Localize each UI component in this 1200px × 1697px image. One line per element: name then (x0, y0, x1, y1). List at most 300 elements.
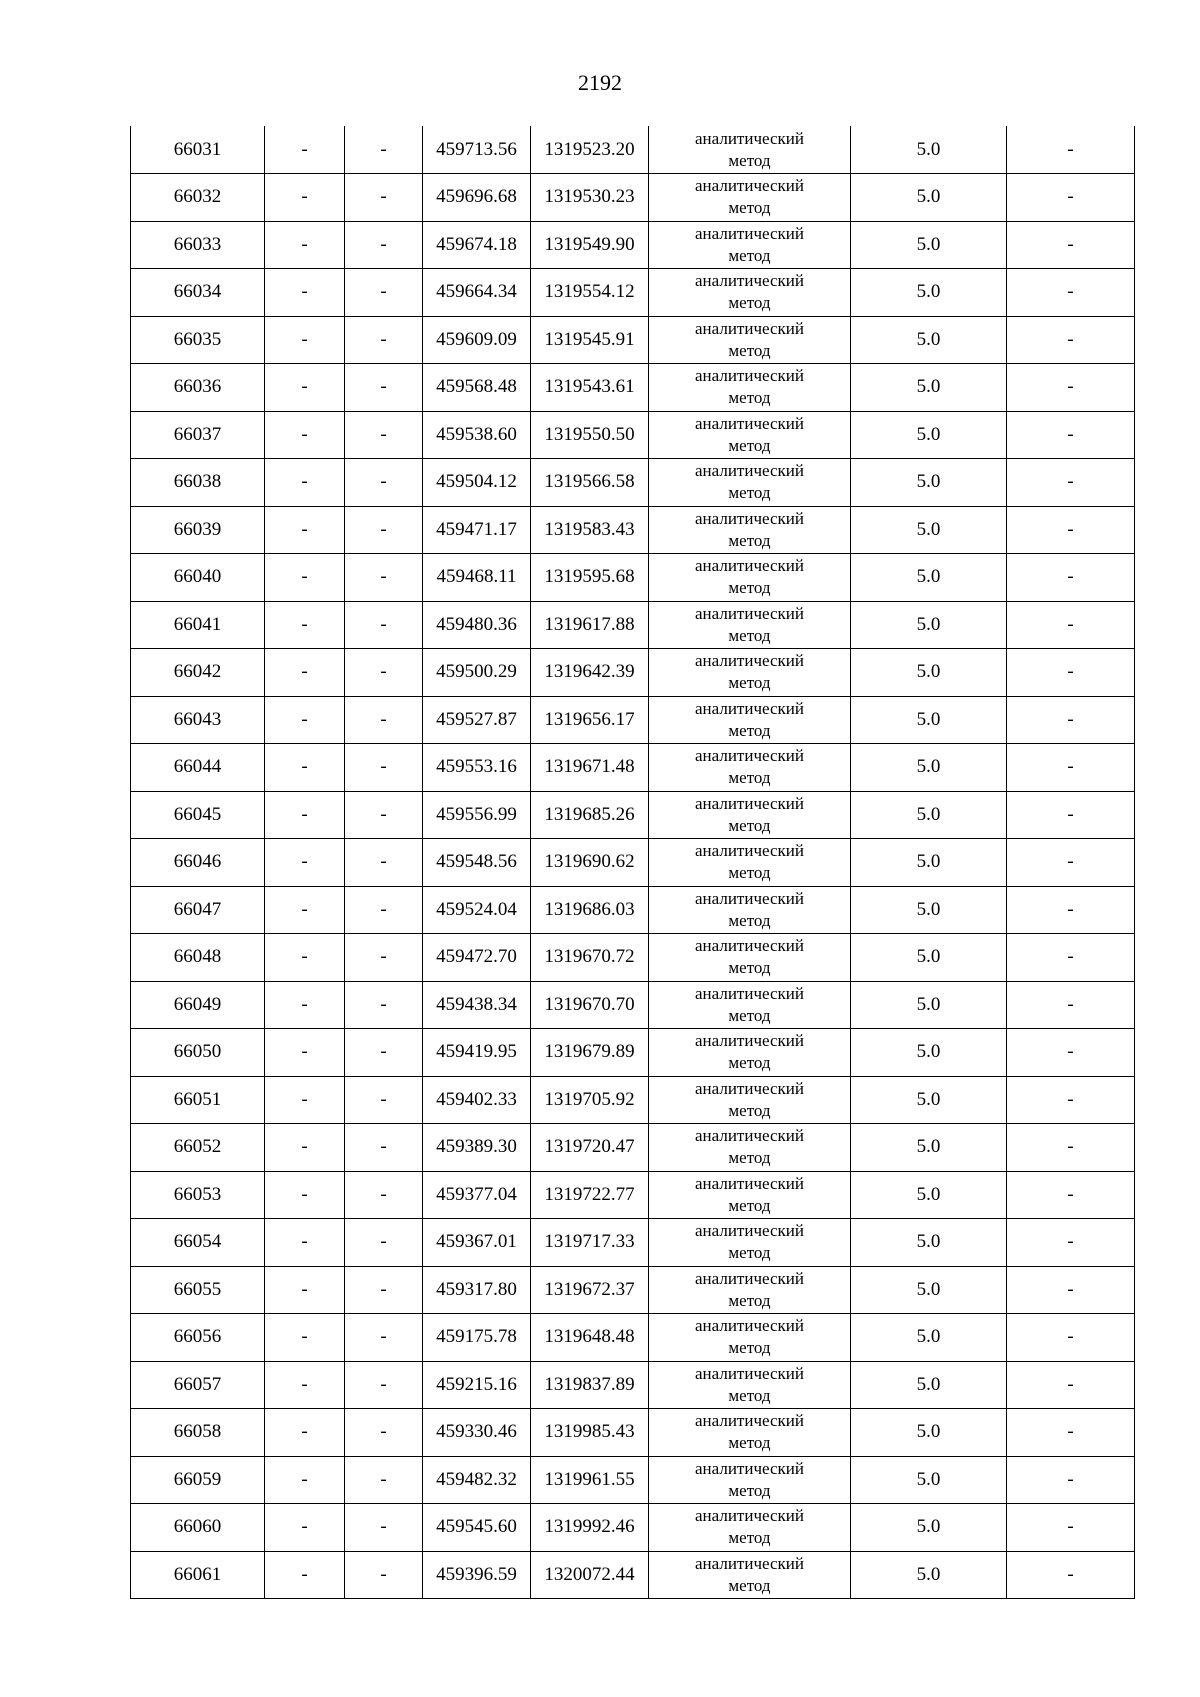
method-line-2: метод (728, 1338, 771, 1358)
accuracy-cell: 5.0 (851, 221, 1007, 269)
method-line-2: метод (728, 863, 771, 883)
dash-cell: - (1007, 839, 1135, 887)
table-row (131, 1551, 1135, 1599)
method-cell (649, 174, 851, 222)
y-coordinate-cell: 1319545.91 (531, 316, 649, 364)
dash-cell: - (265, 981, 345, 1029)
method-line-1: аналитический (695, 366, 804, 386)
method-line-1: аналитический (695, 1126, 804, 1146)
point-number-cell: 66060 (131, 1504, 265, 1552)
method-line-2: метод (728, 1528, 771, 1548)
method-line-1: аналитический (695, 1553, 804, 1573)
dash-cell: - (1007, 411, 1135, 459)
method-line-1: аналитический (695, 413, 804, 433)
method-line-1: аналитический (695, 1316, 804, 1336)
dash-cell: - (1007, 1504, 1135, 1552)
x-coordinate-cell: 459524.04 (423, 886, 531, 934)
table-row (131, 221, 1135, 269)
x-coordinate-cell: 459713.56 (423, 126, 531, 174)
dash-cell: - (1007, 601, 1135, 649)
dash-cell: - (1007, 981, 1135, 1029)
x-coordinate-cell: 459472.70 (423, 934, 531, 982)
method-cell (649, 1551, 851, 1599)
method-line-2: метод (728, 673, 771, 693)
point-number-cell: 66032 (131, 174, 265, 222)
y-coordinate-cell: 1319554.12 (531, 269, 649, 317)
accuracy-cell: 5.0 (851, 601, 1007, 649)
dash-cell: - (265, 601, 345, 649)
point-number-cell: 66037 (131, 411, 265, 459)
method-line-1: аналитический (695, 983, 804, 1003)
x-coordinate-cell: 459609.09 (423, 316, 531, 364)
x-coordinate-cell: 459402.33 (423, 1076, 531, 1124)
y-coordinate-cell: 1319648.48 (531, 1314, 649, 1362)
x-coordinate-cell: 459377.04 (423, 1171, 531, 1219)
point-number-cell: 66050 (131, 1029, 265, 1077)
dash-cell: - (345, 649, 423, 697)
dash-cell: - (265, 459, 345, 507)
dash-cell: - (265, 411, 345, 459)
dash-cell: - (1007, 649, 1135, 697)
x-coordinate-cell: 459396.59 (423, 1551, 531, 1599)
method-line-1: аналитический (695, 1031, 804, 1051)
point-number-cell: 66033 (131, 221, 265, 269)
method-cell (649, 1076, 851, 1124)
dash-cell: - (345, 1361, 423, 1409)
method-line-2: метод (728, 578, 771, 598)
x-coordinate-cell: 459548.56 (423, 839, 531, 887)
x-coordinate-cell: 459664.34 (423, 269, 531, 317)
table-row (131, 1076, 1135, 1124)
y-coordinate-cell: 1319961.55 (531, 1456, 649, 1504)
y-coordinate-cell: 1319549.90 (531, 221, 649, 269)
dash-cell: - (1007, 934, 1135, 982)
dash-cell: - (265, 696, 345, 744)
method-line-2: метод (728, 1290, 771, 1310)
x-coordinate-cell: 459367.01 (423, 1219, 531, 1267)
point-number-cell: 66055 (131, 1266, 265, 1314)
dash-cell: - (1007, 364, 1135, 412)
method-line-1: аналитический (695, 1411, 804, 1431)
table-row (131, 269, 1135, 317)
y-coordinate-cell: 1319543.61 (531, 364, 649, 412)
method-line-1: аналитический (695, 698, 804, 718)
method-cell (649, 601, 851, 649)
dash-cell: - (265, 364, 345, 412)
table-row (131, 1266, 1135, 1314)
dash-cell: - (1007, 126, 1135, 174)
method-line-1: аналитический (695, 1458, 804, 1478)
dash-cell: - (1007, 221, 1135, 269)
dash-cell: - (345, 364, 423, 412)
y-coordinate-cell: 1319705.92 (531, 1076, 649, 1124)
accuracy-cell: 5.0 (851, 269, 1007, 317)
dash-cell: - (345, 601, 423, 649)
method-cell (649, 1504, 851, 1552)
method-cell (649, 1219, 851, 1267)
dash-cell: - (1007, 269, 1135, 317)
dash-cell: - (345, 506, 423, 554)
dash-cell: - (345, 1171, 423, 1219)
point-number-cell: 66057 (131, 1361, 265, 1409)
dash-cell: - (265, 316, 345, 364)
x-coordinate-cell: 459468.11 (423, 554, 531, 602)
method-cell (649, 1124, 851, 1172)
dash-cell: - (1007, 791, 1135, 839)
accuracy-cell: 5.0 (851, 459, 1007, 507)
method-line-2: метод (728, 1243, 771, 1263)
y-coordinate-cell: 1319685.26 (531, 791, 649, 839)
method-line-2: метод (728, 958, 771, 978)
x-coordinate-cell: 459175.78 (423, 1314, 531, 1362)
dash-cell: - (265, 1029, 345, 1077)
method-line-1: аналитический (695, 1078, 804, 1098)
method-line-1: аналитический (695, 223, 804, 243)
table-row (131, 126, 1135, 174)
x-coordinate-cell: 459330.46 (423, 1409, 531, 1457)
dash-cell: - (345, 934, 423, 982)
table-row (131, 1361, 1135, 1409)
point-number-cell: 66035 (131, 316, 265, 364)
dash-cell: - (265, 934, 345, 982)
dash-cell: - (265, 1266, 345, 1314)
method-line-1: аналитический (695, 461, 804, 481)
method-cell (649, 554, 851, 602)
table-row (131, 316, 1135, 364)
method-line-1: аналитический (695, 508, 804, 528)
method-line-2: метод (728, 815, 771, 835)
x-coordinate-cell: 459504.12 (423, 459, 531, 507)
dash-cell: - (1007, 744, 1135, 792)
dash-cell: - (1007, 1171, 1135, 1219)
dash-cell: - (1007, 1076, 1135, 1124)
table-row (131, 1314, 1135, 1362)
dash-cell: - (345, 1504, 423, 1552)
dash-cell: - (345, 1456, 423, 1504)
dash-cell: - (1007, 1456, 1135, 1504)
accuracy-cell: 5.0 (851, 1124, 1007, 1172)
method-cell (649, 269, 851, 317)
y-coordinate-cell: 1320072.44 (531, 1551, 649, 1599)
table-row (131, 554, 1135, 602)
method-line-2: метод (728, 340, 771, 360)
method-cell (649, 126, 851, 174)
table-row (131, 459, 1135, 507)
method-line-1: аналитический (695, 1268, 804, 1288)
accuracy-cell: 5.0 (851, 791, 1007, 839)
point-number-cell: 66059 (131, 1456, 265, 1504)
method-line-1: аналитический (695, 888, 804, 908)
dash-cell: - (1007, 1361, 1135, 1409)
dash-cell: - (265, 1361, 345, 1409)
method-line-1: аналитический (695, 651, 804, 671)
dash-cell: - (265, 839, 345, 887)
point-number-cell: 66031 (131, 126, 265, 174)
accuracy-cell: 5.0 (851, 364, 1007, 412)
y-coordinate-cell: 1319566.58 (531, 459, 649, 507)
method-line-1: аналитический (695, 841, 804, 861)
dash-cell: - (265, 791, 345, 839)
accuracy-cell: 5.0 (851, 1504, 1007, 1552)
y-coordinate-cell: 1319530.23 (531, 174, 649, 222)
dash-cell: - (1007, 1266, 1135, 1314)
table-row (131, 1029, 1135, 1077)
method-line-2: метод (728, 1575, 771, 1595)
method-cell (649, 316, 851, 364)
dash-cell: - (265, 1076, 345, 1124)
method-line-2: метод (728, 1480, 771, 1500)
dash-cell: - (345, 411, 423, 459)
accuracy-cell: 5.0 (851, 839, 1007, 887)
method-cell (649, 1266, 851, 1314)
y-coordinate-cell: 1319690.62 (531, 839, 649, 887)
method-line-2: метод (728, 1195, 771, 1215)
x-coordinate-cell: 459696.68 (423, 174, 531, 222)
accuracy-cell: 5.0 (851, 981, 1007, 1029)
dash-cell: - (1007, 1219, 1135, 1267)
y-coordinate-cell: 1319717.33 (531, 1219, 649, 1267)
dash-cell: - (1007, 886, 1135, 934)
method-line-2: метод (728, 910, 771, 930)
dash-cell: - (345, 126, 423, 174)
dash-cell: - (345, 981, 423, 1029)
dash-cell: - (265, 174, 345, 222)
dash-cell: - (345, 791, 423, 839)
point-number-cell: 66047 (131, 886, 265, 934)
accuracy-cell: 5.0 (851, 649, 1007, 697)
y-coordinate-cell: 1319550.50 (531, 411, 649, 459)
method-line-2: метод (728, 720, 771, 740)
dash-cell: - (345, 839, 423, 887)
dash-cell: - (345, 696, 423, 744)
dash-cell: - (1007, 459, 1135, 507)
method-cell (649, 696, 851, 744)
point-number-cell: 66034 (131, 269, 265, 317)
y-coordinate-cell: 1319985.43 (531, 1409, 649, 1457)
x-coordinate-cell: 459538.60 (423, 411, 531, 459)
dash-cell: - (1007, 506, 1135, 554)
dash-cell: - (345, 554, 423, 602)
y-coordinate-cell: 1319656.17 (531, 696, 649, 744)
accuracy-cell: 5.0 (851, 1266, 1007, 1314)
accuracy-cell: 5.0 (851, 174, 1007, 222)
point-number-cell: 66048 (131, 934, 265, 982)
method-cell (649, 981, 851, 1029)
accuracy-cell: 5.0 (851, 1409, 1007, 1457)
table-row (131, 1171, 1135, 1219)
method-line-2: метод (728, 483, 771, 503)
x-coordinate-cell: 459500.29 (423, 649, 531, 697)
accuracy-cell: 5.0 (851, 506, 1007, 554)
y-coordinate-cell: 1319671.48 (531, 744, 649, 792)
x-coordinate-cell: 459471.17 (423, 506, 531, 554)
accuracy-cell: 5.0 (851, 126, 1007, 174)
dash-cell: - (1007, 1409, 1135, 1457)
method-cell (649, 1171, 851, 1219)
point-number-cell: 66058 (131, 1409, 265, 1457)
method-line-1: аналитический (695, 1221, 804, 1241)
table-row (131, 1409, 1135, 1457)
dash-cell: - (1007, 1314, 1135, 1362)
dash-cell: - (1007, 174, 1135, 222)
point-number-cell: 66036 (131, 364, 265, 412)
dash-cell: - (345, 886, 423, 934)
table-row (131, 934, 1135, 982)
accuracy-cell: 5.0 (851, 1219, 1007, 1267)
dash-cell: - (345, 1124, 423, 1172)
accuracy-cell: 5.0 (851, 1456, 1007, 1504)
table-row (131, 1219, 1135, 1267)
coordinates-table (130, 126, 1135, 1599)
table-row (131, 174, 1135, 222)
method-line-1: аналитический (695, 1173, 804, 1193)
table-row (131, 506, 1135, 554)
x-coordinate-cell: 459674.18 (423, 221, 531, 269)
y-coordinate-cell: 1319583.43 (531, 506, 649, 554)
dash-cell: - (265, 1409, 345, 1457)
accuracy-cell: 5.0 (851, 1029, 1007, 1077)
point-number-cell: 66038 (131, 459, 265, 507)
x-coordinate-cell: 459317.80 (423, 1266, 531, 1314)
x-coordinate-cell: 459553.16 (423, 744, 531, 792)
dash-cell: - (265, 649, 345, 697)
method-line-1: аналитический (695, 271, 804, 291)
dash-cell: - (345, 1266, 423, 1314)
dash-cell: - (265, 1504, 345, 1552)
method-line-2: метод (728, 530, 771, 550)
table-row (131, 886, 1135, 934)
x-coordinate-cell: 459438.34 (423, 981, 531, 1029)
table-row (131, 791, 1135, 839)
method-cell (649, 1409, 851, 1457)
dash-cell: - (265, 506, 345, 554)
y-coordinate-cell: 1319722.77 (531, 1171, 649, 1219)
table-row (131, 601, 1135, 649)
dash-cell: - (345, 1219, 423, 1267)
accuracy-cell: 5.0 (851, 744, 1007, 792)
x-coordinate-cell: 459215.16 (423, 1361, 531, 1409)
y-coordinate-cell: 1319670.72 (531, 934, 649, 982)
x-coordinate-cell: 459545.60 (423, 1504, 531, 1552)
dash-cell: - (345, 1409, 423, 1457)
point-number-cell: 66046 (131, 839, 265, 887)
table-row (131, 1504, 1135, 1552)
method-line-2: метод (728, 435, 771, 455)
x-coordinate-cell: 459419.95 (423, 1029, 531, 1077)
method-line-1: аналитический (695, 176, 804, 196)
y-coordinate-cell: 1319670.70 (531, 981, 649, 1029)
point-number-cell: 66045 (131, 791, 265, 839)
table-body (131, 126, 1135, 1599)
method-cell (649, 459, 851, 507)
method-cell (649, 364, 851, 412)
table-row (131, 744, 1135, 792)
x-coordinate-cell: 459389.30 (423, 1124, 531, 1172)
point-number-cell: 66043 (131, 696, 265, 744)
dash-cell: - (1007, 696, 1135, 744)
point-number-cell: 66052 (131, 1124, 265, 1172)
table-row (131, 839, 1135, 887)
method-cell (649, 506, 851, 554)
dash-cell: - (265, 269, 345, 317)
method-line-1: аналитический (695, 1363, 804, 1383)
method-line-1: аналитический (695, 936, 804, 956)
method-cell (649, 886, 851, 934)
table-row (131, 696, 1135, 744)
x-coordinate-cell: 459527.87 (423, 696, 531, 744)
dash-cell: - (1007, 1551, 1135, 1599)
accuracy-cell: 5.0 (851, 1171, 1007, 1219)
method-cell (649, 934, 851, 982)
accuracy-cell: 5.0 (851, 554, 1007, 602)
dash-cell: - (345, 316, 423, 364)
method-line-2: метод (728, 1148, 771, 1168)
dash-cell: - (345, 1076, 423, 1124)
table-row (131, 411, 1135, 459)
method-cell (649, 221, 851, 269)
dash-cell: - (265, 1314, 345, 1362)
table-row (131, 1124, 1135, 1172)
y-coordinate-cell: 1319679.89 (531, 1029, 649, 1077)
method-line-1: аналитический (695, 746, 804, 766)
dash-cell: - (265, 1551, 345, 1599)
method-cell (649, 411, 851, 459)
method-line-2: метод (728, 245, 771, 265)
method-line-1: аналитический (695, 793, 804, 813)
x-coordinate-cell: 459568.48 (423, 364, 531, 412)
x-coordinate-cell: 459556.99 (423, 791, 531, 839)
method-line-1: аналитический (695, 128, 804, 148)
y-coordinate-cell: 1319992.46 (531, 1504, 649, 1552)
method-cell (649, 1456, 851, 1504)
dash-cell: - (345, 1029, 423, 1077)
point-number-cell: 66039 (131, 506, 265, 554)
point-number-cell: 66040 (131, 554, 265, 602)
point-number-cell: 66041 (131, 601, 265, 649)
point-number-cell: 66042 (131, 649, 265, 697)
method-line-2: метод (728, 293, 771, 313)
method-line-2: метод (728, 768, 771, 788)
y-coordinate-cell: 1319523.20 (531, 126, 649, 174)
method-line-2: метод (728, 1385, 771, 1405)
method-cell (649, 1029, 851, 1077)
point-number-cell: 66054 (131, 1219, 265, 1267)
y-coordinate-cell: 1319642.39 (531, 649, 649, 697)
accuracy-cell: 5.0 (851, 316, 1007, 364)
dash-cell: - (345, 459, 423, 507)
method-cell (649, 839, 851, 887)
dash-cell: - (265, 1219, 345, 1267)
y-coordinate-cell: 1319837.89 (531, 1361, 649, 1409)
table-row (131, 1456, 1135, 1504)
accuracy-cell: 5.0 (851, 1551, 1007, 1599)
y-coordinate-cell: 1319672.37 (531, 1266, 649, 1314)
accuracy-cell: 5.0 (851, 886, 1007, 934)
page-number: 2192 (578, 70, 622, 95)
point-number-cell: 66053 (131, 1171, 265, 1219)
y-coordinate-cell: 1319686.03 (531, 886, 649, 934)
dash-cell: - (345, 174, 423, 222)
x-coordinate-cell: 459482.32 (423, 1456, 531, 1504)
point-number-cell: 66049 (131, 981, 265, 1029)
method-line-1: аналитический (695, 318, 804, 338)
dash-cell: - (1007, 1124, 1135, 1172)
dash-cell: - (265, 221, 345, 269)
point-number-cell: 66056 (131, 1314, 265, 1362)
dash-cell: - (265, 886, 345, 934)
y-coordinate-cell: 1319720.47 (531, 1124, 649, 1172)
point-number-cell: 66044 (131, 744, 265, 792)
